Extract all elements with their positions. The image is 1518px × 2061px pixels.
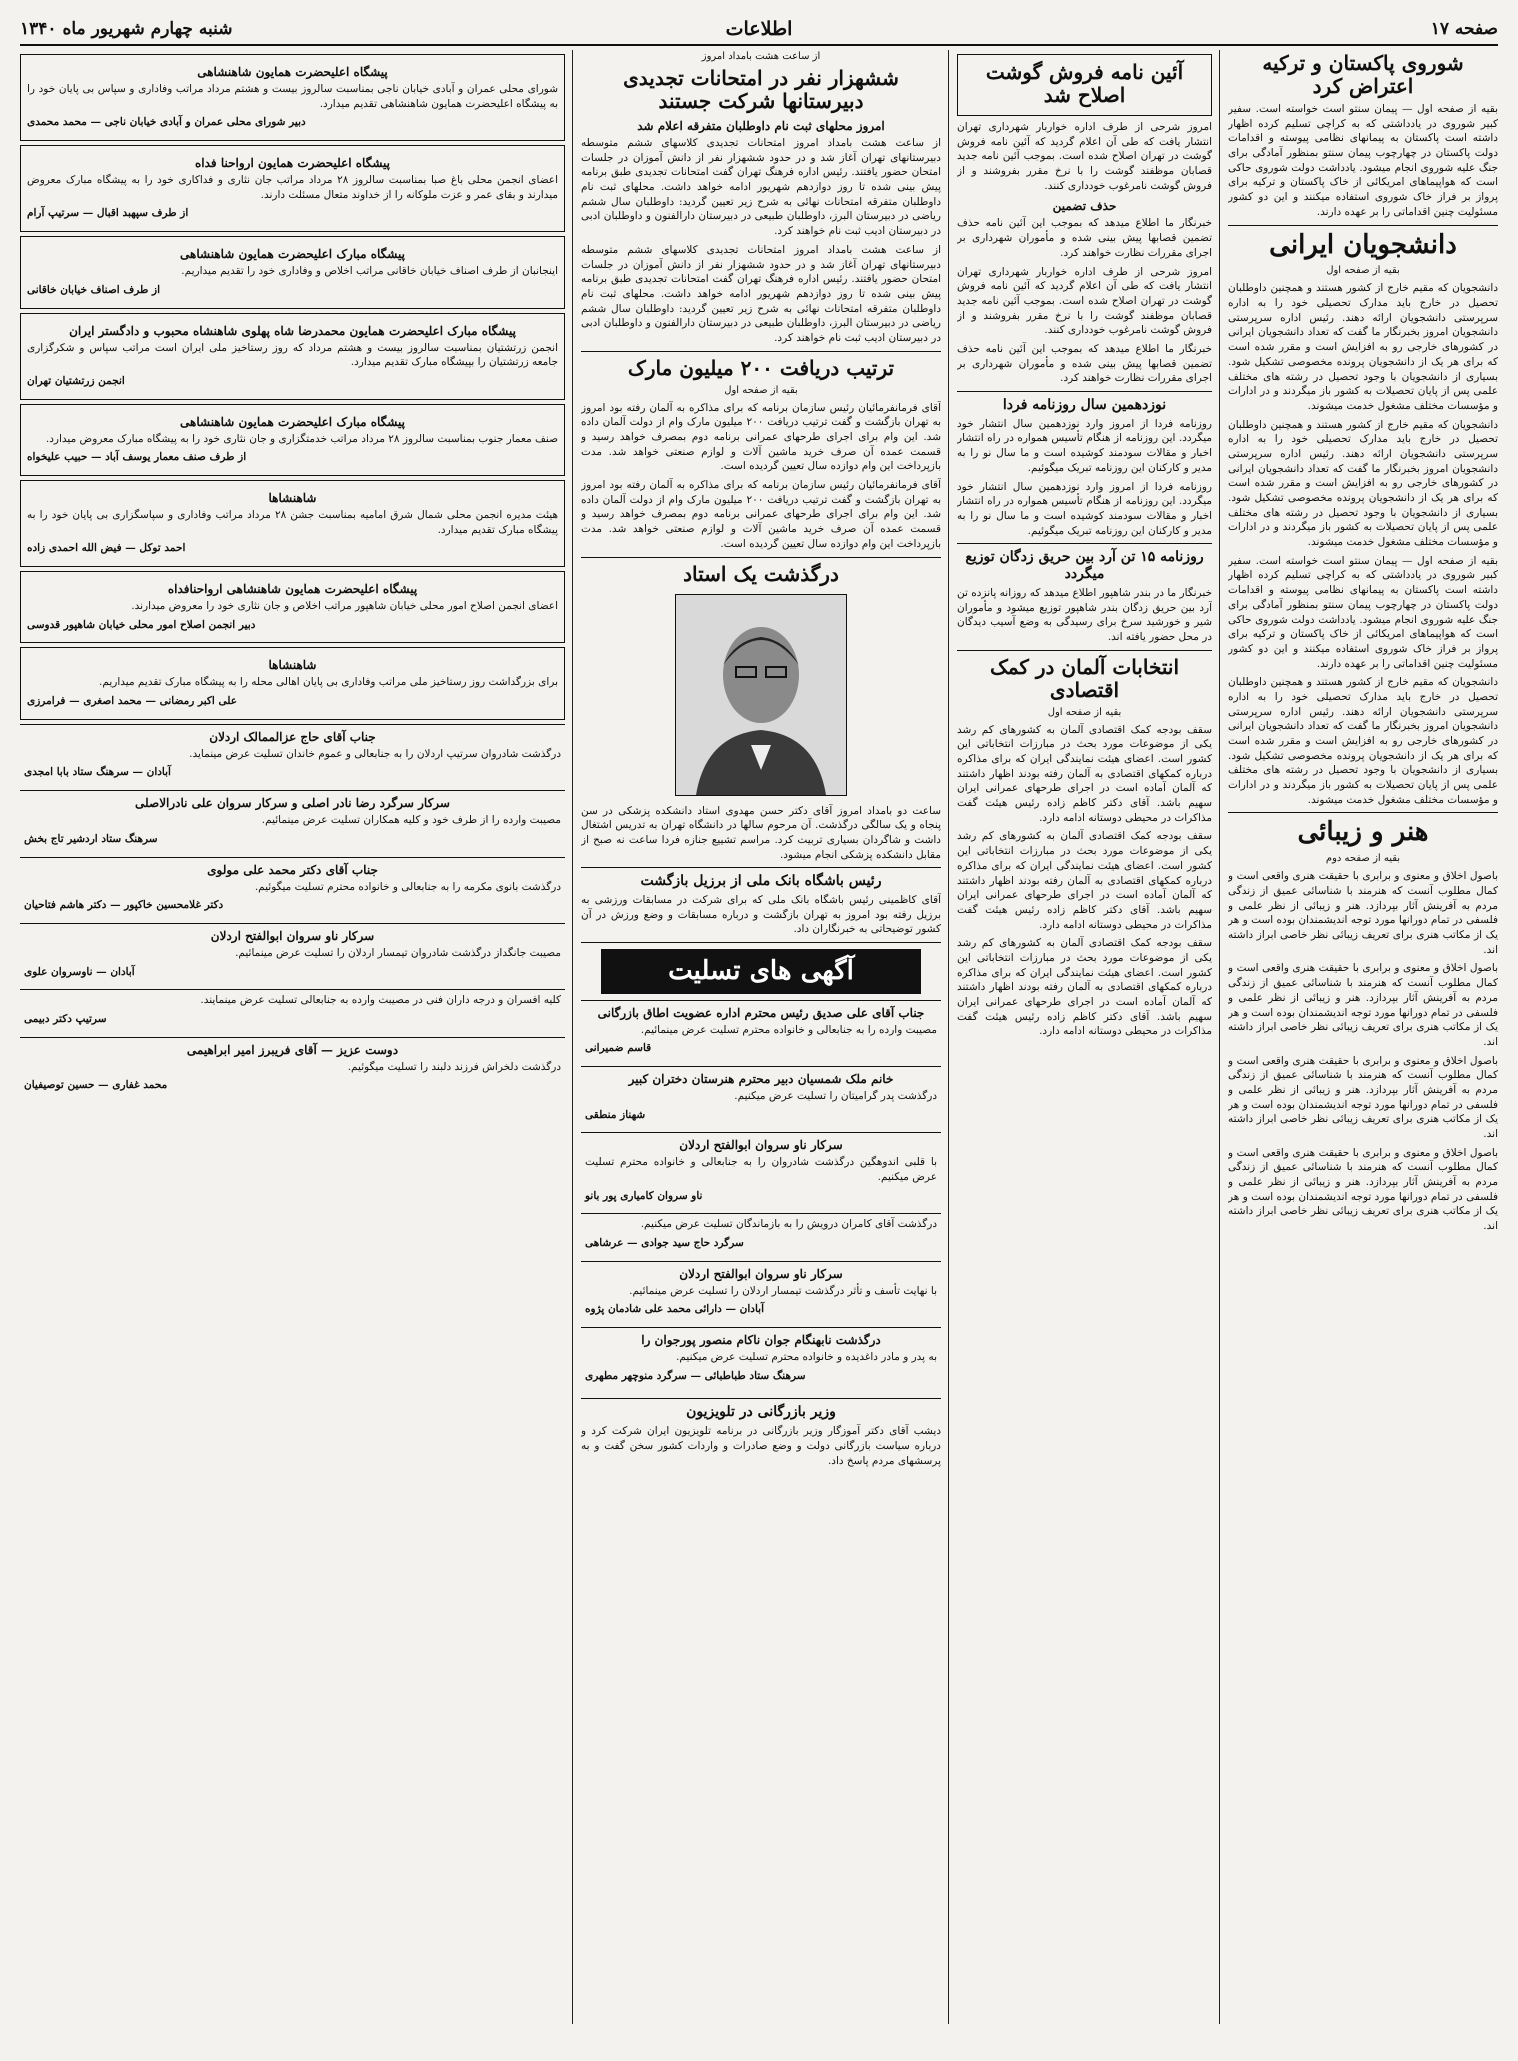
ad-signature: شهناز منطقی [585, 1108, 646, 1121]
message-signature: از طرف اصناف خیابان خاقانی [27, 283, 161, 296]
divider [957, 650, 1212, 651]
article-meat-cont2: خبرنگار ما اطلاع میدهد که بموجب این آئین نامه حذف تضمین قصابها پیش بینی شده و مأموران شهرداری بر اجرای مقررات نظارت خواهند کرد. [957, 342, 1212, 385]
condolence-ad [581, 1327, 941, 1393]
message-title: پیشگاه مبارک اعلیحضرت همایون محمدرضا شاه پهلوی شاهنشاه محبوب و دادگستر ایران [69, 323, 516, 338]
condolence-signature: آبادان — سرهنگ ستاد بابا امجدی [24, 766, 171, 779]
message-box [20, 480, 565, 567]
condolence-ad [581, 1132, 941, 1213]
divider [957, 543, 1212, 544]
ad-text: با قلبی اندوهگین درگذشت شادروان را به جنابعالی و خانواده محترم تسلیت عرض میکنیم. [585, 1156, 937, 1183]
column-3 [581, 50, 941, 2024]
message-signature: دبیر شورای محلی عمران و آبادی خیابان ناجی — محمد محمدی [27, 116, 306, 129]
condolence-title: جناب آقای دکتر محمد علی مولوی [207, 862, 378, 877]
message-signature: علی اکبر رمضانی — محمد اصغری — فرامرزی [27, 695, 237, 708]
ad-text: مصیبت وارده را به جنابعالی و خانواده محترم تسلیت عرض مینمائیم. [640, 1023, 937, 1036]
condolence-signature: آبادان — ناوسروان علوی [24, 965, 135, 978]
message-signature: انجمن زرتشتیان تهران [27, 374, 125, 387]
ad-text: به پدر و مادر داغدیده و خانواده محترم تسلیت عرض میکنیم. [676, 1351, 937, 1364]
condolence-ad [581, 1261, 941, 1327]
condolence-ad [581, 1213, 941, 1260]
article-germany-election-cont: سقف بودجه کمک اقتصادی آلمان به کشورهای کم رشد یکی از موضوعات مورد بحث در مبارزات انتخاباتی این کشور است. اعضای هیئت نمایندگی ایران که برای مذاکره درباره کمکهای اقتصادی به آلمان رفته بودند اظهار داشتند که آلمان آماده است در اجرای طرحهای عمرانی ایران سهیم باشد. آقای دکتر کاظم زاده رئیس هیئت گفت مذاکرات در محیطی دوستانه ادامه دارد. [957, 830, 1212, 931]
subhead-exams: امروز محلهای ثبت نام داوطلبان متفرقه اعلام شد [637, 119, 885, 133]
article-iranian-students: دانشجویان که مقیم خارج از کشور هستند و همچنین داوطلبان تحصیل در خارج باید مدارک تحصیلی خود را به اداره سرپرستی دانشجویان ارائه دهند. رئیس اداره سرپرستی دانشجویان امروز بخبرنگار ما گفت که تعداد دانشجویان ایرانی در کشورهای خارجی رو به افزایش است و مقرر شده است که برای هر یک از دانشجویان پرونده مخصوصی تشکیل شود. بسیاری از دانشجویان با وجود تحصیل در رشته های مختلف علمی پس از پایان تحصیلات به کشور باز میگردند و در ادارات و مؤسسات مختلف مشغول خدمت میشوند. [1228, 282, 1498, 412]
message-text: شورای محلی عمران و آبادی خیابان ناجی بمناسبت سالروز بیست و هشتم مرداد مراتب وفاداری و سپاس بی پایان خود را به پیشگاه اعلیحضرت همایون شاهنشاهی تقدیم میدارد. [27, 83, 558, 110]
ad-signature: سرگرد حاج سید جوادی — عرشاهی [585, 1237, 744, 1249]
message-box [20, 571, 565, 643]
message-text: اعضای انجمن محلی باغ صبا بمناسبت سالروز ۲۸ مرداد مراتب جان نثاری و فداکاری خود را به پیشگاه مبارک معروض میدارند و بقای عمر و عزت ملوکانه را از خداوند متعال مسئلت دارند. [27, 174, 558, 201]
continued-note: بقیه از صفحه اول [724, 384, 798, 396]
article-germany-election-cont2: سقف بودجه کمک اقتصادی آلمان به کشورهای کم رشد یکی از موضوعات مورد بحث در مبارزات انتخاباتی این کشور است. اعضای هیئت نمایندگی ایران که برای مذاکره درباره کمکهای اقتصادی به آلمان رفته بودند اظهار داشتند که آلمان آماده است در اجرای طرحهای عمرانی ایران سهیم باشد. آقای دکتر کاظم زاده رئیس هیئت گفت مذاکرات در محیطی دوستانه ادامه دارد. [957, 937, 1212, 1038]
headline-art-beauty: هنر و زیبائی [1297, 817, 1429, 848]
condolence-note [20, 724, 565, 790]
ad-signature: سرهنگ ستاد طباطبائی — سرگرد منوچهر مطهری [585, 1369, 806, 1382]
message-title: پیشگاه اعلیحضرت همایون شاهنشاهی ارواحنافداه [167, 582, 418, 596]
message-box [20, 145, 565, 232]
article-soviet-protest: بقیه از صفحه اول — پیمان سنتو است خواسته است. سفیر کبیر شوروی در یادداشتی که به کراچی تسلیم کرده اظهار داشته است پاکستان به پیمانهای نظامی پیوسته و اقدامات دولت پاکستان در چهارچوب پیمان سنتو بمنظور آمادگی برای جنگ علیه شوروی انجام میشود. یادداشت دولت شوروی حاکی است که هواپیماهای امریکائی از خاک پاکستان و ترکیه برای پرواز بر فراز خاک شوروی استفاده میکنند و این دو کشور مسئولیت چنین اقداماتی را بر عهده دارند. [1228, 103, 1498, 218]
column-2 [957, 50, 1212, 2024]
message-signature: احمد توکل — فیض الله احمدی زاده [27, 542, 186, 555]
condolence-title: دوست عزیز — آقای فریبرز امیر ابراهیمی [186, 1042, 399, 1057]
message-box [20, 404, 565, 476]
column-rule [1219, 50, 1220, 2024]
headline-200m-marks: ترتیب دریافت ۲۰۰ میلیون مارک [627, 355, 895, 380]
ad-text: درگذشت پدر گرامیتان را تسلیت عرض میکنیم. [734, 1089, 937, 1102]
article-iranian-students-cont: دانشجویان که مقیم خارج از کشور هستند و همچنین داوطلبان تحصیل در خارج باید مدارک تحصیلی خود را به اداره سرپرستی دانشجویان ارائه دهند. رئیس اداره سرپرستی دانشجویان امروز بخبرنگار ما گفت که تعداد دانشجویان ایرانی در کشورهای خارجی رو به افزایش است و مقرر شده است که برای هر یک از دانشجویان پرونده مخصوصی تشکیل شود. بسیاری از دانشجویان با وجود تحصیل در رشته های مختلف علمی پس از پایان تحصیلات به کشور باز میگردند و در ادارات و مؤسسات مختلف مشغول خدمت میشوند. [1228, 418, 1498, 549]
subhead-guarantee: حذف تضمین [1052, 199, 1117, 214]
condolence-text: مصیبت جانگداز درگذشت شادروان تیمسار اردلان را تسلیت عرض مینمائیم. [235, 946, 561, 959]
article-meat-regulation: امروز شرحی از طرف اداره خواربار شهرداری تهران انتشار یافت که طی آن اعلام گردید که آئین نامه فروش گوشت در تهران اصلاح شده است. بموجب آئین نامه جدید قصابان موظفند گوشت را با نرخ مقرر بفروشند و از فروش گوشت نامرغوب خودداری کنند. [957, 121, 1212, 192]
divider [957, 391, 1212, 392]
continued-note: بقیه از صفحه اول [1326, 265, 1400, 277]
divider [581, 351, 941, 352]
headline-commerce-minister-tv: وزیر بازرگانی در تلویزیون [686, 1404, 836, 1421]
column-1 [1228, 50, 1498, 2024]
divider [581, 867, 941, 868]
box-meat-regulation [957, 54, 1212, 116]
message-text: اعضای انجمن اصلاح امور محلی خیابان شاهپور مراتب اخلاص و جان نثاری خود را معروض میدارند. [131, 600, 558, 612]
divider [581, 942, 941, 943]
ad-title: جناب آقای علی صدیق رئیس محترم اداره عضویت اطاق بازرگانی [597, 1005, 925, 1020]
message-text: هیئت مدیره انجمن محلی شمال شرق امامیه بمناسبت جشن ۲۸ مرداد مراتب وفاداری و سپاسگزاری بی پایان خود را به پیشگاه مبارک تقدیم میدارد. [27, 508, 558, 536]
condolence-banner: آگهی های تسلیت [601, 949, 921, 993]
condolence-ad [581, 1000, 941, 1066]
condolence-ad [581, 1066, 941, 1132]
condolence-note [20, 1037, 565, 1103]
article-germany-election: سقف بودجه کمک اقتصادی آلمان به کشورهای کم رشد یکی از موضوعات مورد بحث در مبارزات انتخاباتی این کشور است. اعضای هیئت نمایندگی ایران که برای مذاکره درباره کمکهای اقتصادی به آلمان رفته بودند اظهار داشتند که آلمان آماده است در اجرای طرحهای عمرانی ایران سهیم باشد. آقای دکتر کاظم زاده رئیس هیئت گفت مذاکرات در محیطی دوستانه ادامه دارد. [957, 723, 1212, 824]
message-signature: از طرف سپهبد اقبال — سرتیپ آرام [27, 207, 189, 220]
headline-exams: ششهزار نفر در امتحانات تجدیدی دبیرستانها شرکت جستند [623, 66, 899, 113]
ad-title: سرکار ناو سروان ابوالفتح اردلان [679, 1266, 843, 1281]
condolence-text: مصیبت وارده را از طرف خود و کلیه همکاران تسلیت عرض مینمائیم. [261, 814, 561, 827]
message-text: انجمن زرتشتیان بمناسبت سالروز بیست و هشتم مرداد که روز رستاخیز ملی ایران است مراتب سپاس و شکرگزاری جامعه زرتشتیان را بپیشگاه مبارک تقدیم میدارد. [27, 341, 558, 369]
headline-bank-club: رئیس باشگاه بانک ملی از برزیل بازگشت [640, 873, 882, 890]
condolence-text: کلیه افسران و درجه داران فنی در مصیبت وارده به جنابعالی تسلیت عرض مینمایند. [200, 994, 561, 1007]
masthead [20, 14, 1498, 46]
message-title: پیشگاه اعلیحضرت همایون شاهنشاهی [197, 65, 388, 79]
article-exams-cont: از ساعت هشت بامداد امروز امتحانات تجدیدی کلاسهای ششم متوسطه دبیرستانهای تهران آغاز شد و در حدود ششهزار نفر از دانش آموزان در جلسات امتحان حضور یافتند. رئیس اداره فرهنگ تهران گفت امتحانات تجدیدی طبق برنامه پیش بینی شده تا روز دوازدهم شهریور ادامه خواهد داشت. محلهای ثبت نام داوطلبان متفرقه امتحانات نهائی به شرح زیر تعیین گردید: داوطلبان سال ششم ریاضی در دبیرستان البرز، داوطلبان طبیعی در دبیرستان دارالفنون و داوطلبان ادبی در دبیرستان ادیب ثبت نام خواهند کرد. [581, 243, 941, 344]
article-flour-distribution: خبرنگار ما در بندر شاهپور اطلاع میدهد که روزانه پانزده تن آرد بین حریق زدگان بندر شاهپور توزیع میشود و مأموران شیر و خورشید سرخ برای رسیدگی به وضع آسیب دیدگان در محل حضور یافته اند. [957, 586, 1212, 643]
headline-farda-anniversary: نوزدهمین سال روزنامه فردا [1002, 397, 1167, 413]
message-title: پیشگاه مبارک اعلیحضرت همایون شاهنشاهی [180, 247, 405, 262]
article-meat-guarantee: خبرنگار ما اطلاع میدهد که بموجب این آئین نامه حذف تضمین قصابها پیش بینی شده و مأموران شهرداری بر اجرای مقررات نظارت خواهند کرد. [957, 217, 1212, 259]
divider [1228, 225, 1498, 226]
condolence-text: درگذشت شادروان سرتیپ اردلان را به جنابعالی و عموم خاندان تسلیت عرض مینماید. [189, 747, 561, 760]
newspaper-title: اطلاعات [725, 18, 793, 40]
portrait-image [676, 595, 846, 795]
message-box [20, 313, 565, 400]
article-exams: از ساعت هشت بامداد امروز امتحانات تجدیدی کلاسهای ششم متوسطه دبیرستانهای تهران آغاز شد و در حدود ششهزار نفر از دانش آموزان در جلسات امتحان حضور یافتند. رئیس اداره فرهنگ تهران گفت امتحانات تجدیدی طبق برنامه پیش بینی شده تا روز دوازدهم شهریور ادامه خواهد داشت. محلهای ثبت نام داوطلبان متفرقه امتحانات نهائی به شرح زیر تعیین گردید: داوطلبان سال ششم ریاضی در دبیرستان البرز، داوطلبان طبیعی در دبیرستان دارالفنون و داوطلبان ادبی در دبیرستان ادیب ثبت نام خواهند کرد. [581, 137, 941, 238]
article-art-beauty-cont2: باصول اخلاق و معنوی و برابری با حقیقت هنری واقعی است و کمال مطلوب آنست که هنرمند با شناسائی عمیق از زندگی مردم به آفرینش آثار بپردازد. هنر و زیبائی از نظر علمی و فلسفی در تمام دورانها مورد توجه اندیشمندان بوده است و هر یک از مکاتب هنری برای تعریف زیبائی نظر خاصی ابراز داشته اند. [1228, 1054, 1498, 1141]
article-bank-club: آقای کاظمینی رئیس باشگاه بانک ملی که برای شرکت در مسابقات ورزشی به برزیل رفته بود امروز به تهران بازگشت و درباره مسابقات و وضع ورزش در آن کشور توضیحاتی به خبرنگاران داد. [581, 894, 941, 936]
message-text: صنف معمار جنوب بمناسبت سالروز ۲۸ مرداد مراتب خدمتگزاری و جان نثاری خود را به پیشگاه مبارک معروض میدارد. [45, 432, 558, 445]
article-farda-anniversary: روزنامه فردا از امروز وارد نوزدهمین سال انتشار خود میگردد. این روزنامه از هنگام تأسیس همواره در راه انتشار اخبار و مقالات سودمند کوشیده است و ما سال نو را به مدیر و کارکنان این روزنامه تبریک میگوئیم. [957, 417, 1212, 474]
message-box [20, 647, 565, 719]
condolence-note [20, 923, 565, 989]
headline-iranian-students: دانشجویان ایرانی [1269, 229, 1457, 260]
ad-signature: آبادان — دارائی محمد علی شادمان پژوه [585, 1303, 765, 1316]
article-iranian-students-cont3: دانشجویان که مقیم خارج از کشور هستند و همچنین داوطلبان تحصیل در خارج باید مدارک تحصیلی خود را به اداره سرپرستی دانشجویان ارائه دهند. رئیس اداره سرپرستی دانشجویان امروز بخبرنگار ما گفت که تعداد دانشجویان ایرانی در کشورهای خارجی رو به افزایش است و مقرر شده است که برای هر یک از دانشجویان پرونده مخصوصی تشکیل شود. بسیاری از دانشجویان با وجود تحصیل در رشته های مختلف علمی پس از پایان تحصیلات به کشور باز میگردند و در ادارات و مؤسسات مختلف مشغول خدمت میشوند. [1228, 676, 1498, 806]
ad-title: خانم ملک شمسیان دبیر محترم هنرستان دختران کبیر [628, 1071, 894, 1086]
condolence-note [20, 857, 565, 923]
headline-soviet-protest: شوروی پاکستان و ترکیه اعتراض کرد [1262, 51, 1464, 98]
message-title: پیشگاه اعلیحضرت همایون ارواحنا فداه [195, 156, 390, 171]
columns [20, 50, 1498, 2024]
headline-flour-distribution: روزنامه ۱۵ تن آرد بین حریق زدگان توزیع میگردد [965, 549, 1204, 583]
condolence-signature: محمد غفاری — حسین توصیفیان [24, 1079, 168, 1092]
condolence-signature: سرهنگ ستاد اردشیر تاج بخش [24, 832, 158, 845]
page-number: صفحه ۱۷ [1430, 19, 1498, 39]
newspaper-page [20, 14, 1498, 2024]
column-rule [948, 50, 949, 2024]
article-art-beauty-cont3: باصول اخلاق و معنوی و برابری با حقیقت هنری واقعی است و کمال مطلوب آنست که هنرمند با شناسائی عمیق از زندگی مردم به آفرینش آثار بپردازد. هنر و زیبائی از نظر علمی و فلسفی در تمام دورانها مورد توجه اندیشمندان بوده است و هر یک از مکاتب هنری برای تعریف زیبائی نظر خاصی ابراز داشته اند. [1228, 1146, 1498, 1233]
message-title: شاهنشاها [268, 658, 317, 673]
divider [581, 557, 941, 558]
article-iranian-students-cont2: بقیه از صفحه اول — پیمان سنتو است خواسته است. سفیر کبیر شوروی در یادداشتی که به کراچی تسلیم کرده اظهار داشته است پاکستان به پیمانهای نظامی پیوسته و اقدامات دولت پاکستان در چهارچوب پیمان سنتو بمنظور آمادگی برای جنگ علیه شوروی انجام میشود. یادداشت دولت شوروی حاکی است که هواپیماهای امریکائی از خاک پاکستان و ترکیه برای پرواز بر فراز خاک شوروی استفاده میکنند و این دو کشور مسئولیت چنین اقداماتی را بر عهده دارند. [1228, 554, 1498, 670]
headline-professor-death: درگذشت یک استاد [683, 561, 839, 586]
article-commerce-minister-tv: دیشب آقای دکتر آموزگار وزیر بازرگانی در برنامه تلویزیون ایران شرکت کرد و درباره سیاست بازرگانی دولت و وضع صادرات و واردات کشور سخن گفت و به پرسشهای مردم پاسخ داد. [581, 1425, 941, 1467]
article-200m-marks: آقای فرمانفرمائیان رئیس سازمان برنامه که برای مذاکره به آلمان رفته بود امروز به تهران بازگشت و گفت ترتیب دریافت ۲۰۰ میلیون مارک وام از دولت آلمان داده شد. این وام برای اجرای طرحهای عمرانی برنامه دوم بمصرف خواهد رسید و قسمت عمده آن صرف خرید ماشین آلات و لوازم صنعتی خواهد شد. مدت بازپرداخت این وام دوازده سال تعیین گردیده است. [581, 401, 941, 473]
ad-title: سرکار ناو سروان ابوالفتح اردلان [679, 1138, 843, 1153]
message-title: شاهنشاها [268, 490, 317, 505]
article-art-beauty: باصول اخلاق و معنوی و برابری با حقیقت هنری واقعی است و کمال مطلوب آنست که هنرمند با شناسائی عمیق از زندگی مردم به آفرینش آثار بپردازد. هنر و زیبائی از نظر علمی و فلسفی در تمام دورانها مورد توجه اندیشمندان بوده است و هر یک از مکاتب هنری برای تعریف زیبائی نظر خاصی ابراز داشته اند. [1228, 870, 1498, 956]
message-text: اینجانبان از طرف اصناف خیابان خاقانی مراتب اخلاص و وفاداری خود را تقدیم میداریم. [181, 265, 558, 278]
ad-signature: ناو سروان کامیاری پور بانو [585, 1189, 703, 1202]
divider [1228, 812, 1498, 813]
professor-photo [675, 594, 847, 796]
headline-meat-regulation: آئین نامه فروش گوشت اصلاح شد [985, 60, 1184, 107]
message-box [20, 236, 565, 308]
condolence-title: جناب آقای حاج عزالممالک اردلان [209, 729, 376, 744]
article-200m-marks-cont: آقای فرمانفرمائیان رئیس سازمان برنامه که برای مذاکره به آلمان رفته بود امروز به تهران بازگشت و گفت ترتیب دریافت ۲۰۰ میلیون مارک وام از دولت آلمان داده شد. این وام برای اجرای طرحهای عمرانی برنامه دوم بمصرف خواهد رسید و قسمت عمده آن صرف خرید ماشین آلات و لوازم صنعتی خواهد شد. مدت بازپرداخت این وام دوازده سال تعیین گردیده است. [581, 479, 941, 550]
exam-kicker: از ساعت هشت بامداد امروز [701, 51, 821, 62]
divider [581, 1398, 941, 1399]
message-text: برای بزرگداشت روز رستاخیز ملی مراتب وفاداری بی پایان اهالی محله را به پیشگاه مبارک تقدیم میداریم. [99, 676, 558, 689]
condolence-title: سرکار سرگرد رضا نادر اصلی و سرکار سروان علی نادرالاصلی [135, 796, 450, 811]
ad-title: درگذشت نابهنگام جوان ناکام منصور پورجوان را [641, 1333, 881, 1348]
condolence-text: درگذشت بانوی مکرمه را به جنابعالی و خانواده محترم تسلیت میگوئیم. [254, 880, 561, 893]
condolence-note [20, 989, 565, 1036]
column-4 [20, 50, 565, 2024]
message-signature: از طرف صنف معمار یوسف آباد — حبیب علیخواه [27, 451, 247, 464]
message-box [20, 54, 565, 141]
condolence-signature: دکتر غلامحسین خاکپور — دکتر هاشم فتاحیان [24, 899, 224, 912]
issue-date: شنبه چهارم شهریور ماه ۱۳۴۰ [20, 19, 233, 39]
condolence-title: سرکار ناو سروان ابوالفتح اردلان [210, 928, 375, 943]
continued-note: بقیه از صفحه دوم [1325, 853, 1401, 865]
condolence-note [20, 790, 565, 856]
message-signature: دبیر انجمن اصلاح امور محلی خیابان شاهپور قدوسی [27, 618, 256, 631]
article-professor-death: ساعت دو بامداد امروز آقای دکتر حسن مهدوی استاد دانشکده پزشکی در سن پنجاه و یک سالگی درگذشت. آن مرحوم سالها در دانشگاه تهران به تدریس اشتغال داشت و شاگردان بسیاری تربیت کرد. مراسم تشییع جنازه فردا ساعت نه صبح از مقابل دانشکده پزشکی انجام میشود. [581, 804, 941, 861]
condolence-text: درگذشت دلخراش فرزند دلبند را تسلیت میگوئیم. [347, 1060, 561, 1073]
ad-text: درگذشت آقای کامران درویش را به بازماندگان تسلیت عرض میکنیم. [640, 1218, 937, 1231]
article-art-beauty-cont: باصول اخلاق و معنوی و برابری با حقیقت هنری واقعی است و کمال مطلوب آنست که هنرمند با شناسائی عمیق از زندگی مردم به آفرینش آثار بپردازد. هنر و زیبائی از نظر علمی و فلسفی در تمام دورانها مورد توجه اندیشمندان بوده است و هر یک از مکاتب هنری برای تعریف زیبائی نظر خاصی ابراز داشته اند. [1228, 962, 1498, 1048]
ad-text: با نهایت تأسف و تأثر درگذشت تیمسار اردلان را تسلیت عرض مینمائیم. [629, 1284, 937, 1297]
article-meat-cont: امروز شرحی از طرف اداره خواربار شهرداری تهران انتشار یافت که طی آن اعلام گردید که آئین نامه فروش گوشت در تهران اصلاح شده است. بموجب آئین نامه جدید قصابان موظفند گوشت را با نرخ مقرر بفروشند و از فروش گوشت نامرغوب خودداری کنند. [957, 265, 1212, 337]
continued-note: بقیه از صفحه اول [1047, 706, 1122, 718]
ad-signature: قاسم ضمیرانی [585, 1042, 652, 1055]
condolence-signature: سرتیپ دکتر دبیمی [24, 1012, 107, 1025]
message-title: پیشگاه مبارک اعلیحضرت همایون شاهنشاهی [180, 414, 405, 429]
article-farda-cont: روزنامه فردا از امروز وارد نوزدهمین سال انتشار خود میگردد. این روزنامه از هنگام تأسیس همواره در راه انتشار اخبار و مقالات سودمند کوشیده است و ما سال نو را به مدیر و کارکنان این روزنامه تبریک میگوئیم. [957, 480, 1212, 537]
headline-germany-election: انتخابات آلمان در کمک اقتصادی [989, 654, 1180, 702]
column-rule [572, 50, 573, 2024]
